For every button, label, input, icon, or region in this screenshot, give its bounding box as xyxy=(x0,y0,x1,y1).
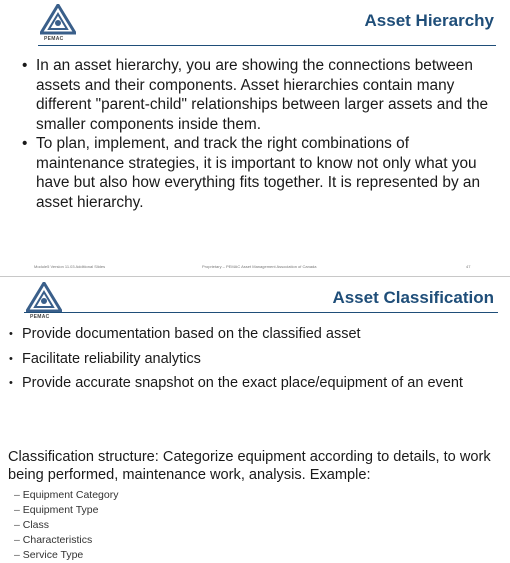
title-rule xyxy=(38,45,496,46)
slide-title: Asset Hierarchy xyxy=(364,11,494,30)
sub-item: – Class xyxy=(14,518,119,533)
logo-text: PEMAC xyxy=(30,314,50,320)
footer-left: Module5 Version 11.03 Additional Slides xyxy=(34,264,106,269)
classification-paragraph: Classification structure: Categorize equipment according to details, to work being performed, maintenance work, analysis. Example: xyxy=(8,449,491,483)
sub-item: – Equipment Category xyxy=(14,488,119,503)
page-number: 47 xyxy=(466,264,471,269)
slide-asset-hierarchy xyxy=(0,0,510,276)
bullet-list xyxy=(8,326,498,400)
pemac-logo-icon xyxy=(26,282,62,314)
bullet-item: • Facilitate reliability analytics xyxy=(8,351,498,369)
sub-item: – Service Type xyxy=(14,548,119,563)
bullet-item: • Provide documentation based on the classified asset xyxy=(8,326,498,344)
bullet-list xyxy=(22,56,496,212)
bullet-item: • In an asset hierarchy, you are showing the connections between assets and their components. Asset hierarchies contain many different "parent-child" relationships between larger assets and the smaller components inside them. xyxy=(22,56,496,134)
logo-text: PEMAC xyxy=(44,36,64,42)
bullet-item: • Provide accurate snapshot on the exact place/equipment of an event xyxy=(8,375,498,393)
title-rule xyxy=(24,312,498,313)
footer-center: Proprietary – PEMAC Asset Management Association of Canada xyxy=(202,264,317,269)
sub-item: – Characteristics xyxy=(14,533,119,548)
sub-list xyxy=(14,488,119,563)
pemac-logo-icon xyxy=(40,4,76,36)
bullet-item: • To plan, implement, and track the right combinations of maintenance strategies, it is important to know not only what you have but also how everything fits together. It is represented by an asset hierarchy. xyxy=(22,134,496,212)
sub-item: – Equipment Type xyxy=(14,503,119,518)
slide-title: Asset Classification xyxy=(332,288,494,307)
